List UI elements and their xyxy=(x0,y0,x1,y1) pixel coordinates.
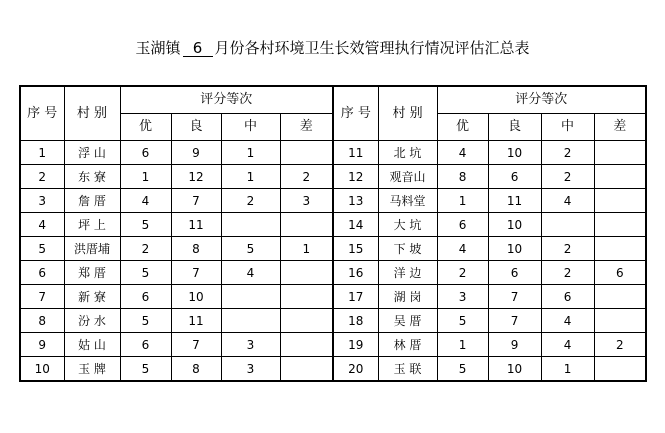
report-title xyxy=(0,38,665,58)
grade-liang-cell: 11 xyxy=(171,213,221,237)
grade-you-cell: 5 xyxy=(120,213,171,237)
grade-zhong-cell: 5 xyxy=(221,237,280,261)
header-grade-liang-left: 良 xyxy=(171,114,221,141)
grade-you-cell: 1 xyxy=(120,165,171,189)
village-cell: 林 厝 xyxy=(378,333,437,357)
grade-you-cell: 2 xyxy=(120,237,171,261)
grade-zhong-cell: 1 xyxy=(541,357,594,382)
grade-zhong-cell: 2 xyxy=(541,141,594,165)
grade-you-cell: 5 xyxy=(120,357,171,382)
grade-zhong-cell: 2 xyxy=(541,165,594,189)
grade-you-cell: 6 xyxy=(120,285,171,309)
grade-zhong-cell: 6 xyxy=(541,285,594,309)
grade-you-cell: 8 xyxy=(437,165,488,189)
grade-cha-cell: 2 xyxy=(594,333,646,357)
grade-cha-cell xyxy=(280,357,333,382)
seq-cell: 6 xyxy=(20,261,64,285)
table-row xyxy=(20,165,646,189)
seq-cell: 16 xyxy=(333,261,378,285)
header-grade-cha-left: 差 xyxy=(280,114,333,141)
grade-liang-cell: 11 xyxy=(488,189,541,213)
grade-cha-cell xyxy=(280,309,333,333)
grade-zhong-cell xyxy=(221,309,280,333)
seq-cell: 9 xyxy=(20,333,64,357)
seq-cell: 3 xyxy=(20,189,64,213)
village-cell: 湖 岗 xyxy=(378,285,437,309)
grade-you-cell: 1 xyxy=(437,333,488,357)
grade-you-cell: 4 xyxy=(437,141,488,165)
grade-cha-cell xyxy=(280,285,333,309)
seq-cell: 12 xyxy=(333,165,378,189)
grade-cha-cell: 1 xyxy=(280,237,333,261)
village-cell: 马料堂 xyxy=(378,189,437,213)
grade-liang-cell: 7 xyxy=(488,285,541,309)
seq-cell: 13 xyxy=(333,189,378,213)
grade-liang-cell: 7 xyxy=(171,333,221,357)
header-grade-zhong-left: 中 xyxy=(221,114,280,141)
village-cell: 汾 水 xyxy=(64,309,120,333)
seq-cell: 2 xyxy=(20,165,64,189)
grade-you-cell: 6 xyxy=(437,213,488,237)
village-cell: 浮 山 xyxy=(64,141,120,165)
grade-cha-cell xyxy=(594,309,646,333)
grade-liang-cell: 7 xyxy=(171,189,221,213)
seq-cell: 17 xyxy=(333,285,378,309)
seq-cell: 7 xyxy=(20,285,64,309)
grade-liang-cell: 7 xyxy=(488,309,541,333)
grade-liang-cell: 10 xyxy=(171,285,221,309)
village-cell: 郑 厝 xyxy=(64,261,120,285)
table-row xyxy=(20,333,646,357)
grade-liang-cell: 8 xyxy=(171,237,221,261)
village-cell: 洪厝埔 xyxy=(64,237,120,261)
header-grade-group-right: 评分等次 xyxy=(437,86,646,114)
table-row xyxy=(20,357,646,382)
grade-cha-cell xyxy=(594,357,646,382)
village-cell: 观音山 xyxy=(378,165,437,189)
header-grade-liang-right: 良 xyxy=(488,114,541,141)
seq-cell: 15 xyxy=(333,237,378,261)
grade-you-cell: 6 xyxy=(120,333,171,357)
header-grade-you-left: 优 xyxy=(120,114,171,141)
table-row xyxy=(20,189,646,213)
header-village-right: 村 别 xyxy=(378,86,437,141)
seq-cell: 19 xyxy=(333,333,378,357)
grade-liang-cell: 9 xyxy=(488,333,541,357)
grade-cha-cell xyxy=(594,141,646,165)
grade-cha-cell: 2 xyxy=(280,165,333,189)
evaluation-table xyxy=(19,85,647,382)
village-cell: 下 坡 xyxy=(378,237,437,261)
grade-zhong-cell: 4 xyxy=(541,333,594,357)
grade-you-cell: 4 xyxy=(437,237,488,261)
grade-you-cell: 6 xyxy=(120,141,171,165)
grade-cha-cell: 6 xyxy=(594,261,646,285)
grade-liang-cell: 10 xyxy=(488,237,541,261)
grade-liang-cell: 8 xyxy=(171,357,221,382)
table-row xyxy=(20,213,646,237)
header-grade-cha-right: 差 xyxy=(594,114,646,141)
village-cell: 新 寮 xyxy=(64,285,120,309)
grade-cha-cell xyxy=(280,333,333,357)
grade-zhong-cell: 2 xyxy=(221,189,280,213)
village-cell: 洋 边 xyxy=(378,261,437,285)
grade-cha-cell: 3 xyxy=(280,189,333,213)
grade-liang-cell: 7 xyxy=(171,261,221,285)
village-cell: 玉 联 xyxy=(378,357,437,382)
grade-cha-cell xyxy=(594,189,646,213)
seq-cell: 14 xyxy=(333,213,378,237)
seq-cell: 18 xyxy=(333,309,378,333)
grade-you-cell: 5 xyxy=(120,261,171,285)
title-month: 6 xyxy=(183,40,213,57)
grade-zhong-cell xyxy=(221,213,280,237)
grade-cha-cell xyxy=(594,237,646,261)
table-row xyxy=(20,237,646,261)
grade-you-cell: 1 xyxy=(437,189,488,213)
village-cell: 吴 厝 xyxy=(378,309,437,333)
grade-liang-cell: 9 xyxy=(171,141,221,165)
seq-cell: 1 xyxy=(20,141,64,165)
header-grade-group-left: 评分等次 xyxy=(120,86,333,114)
grade-liang-cell: 10 xyxy=(488,357,541,382)
village-cell: 詹 厝 xyxy=(64,189,120,213)
title-prefix: 玉湖镇 xyxy=(135,39,181,57)
village-cell: 姑 山 xyxy=(64,333,120,357)
grade-cha-cell xyxy=(594,285,646,309)
table-row xyxy=(20,309,646,333)
grade-zhong-cell: 3 xyxy=(221,333,280,357)
header-seq-right: 序 号 xyxy=(333,86,378,141)
grade-liang-cell: 10 xyxy=(488,141,541,165)
table-row xyxy=(20,285,646,309)
village-cell: 大 坑 xyxy=(378,213,437,237)
seq-cell: 5 xyxy=(20,237,64,261)
grade-cha-cell xyxy=(594,165,646,189)
header-seq-left: 序 号 xyxy=(20,86,64,141)
grade-zhong-cell: 4 xyxy=(541,189,594,213)
header-grade-zhong-right: 中 xyxy=(541,114,594,141)
grade-zhong-cell xyxy=(541,213,594,237)
grade-liang-cell: 10 xyxy=(488,213,541,237)
grade-zhong-cell: 2 xyxy=(541,237,594,261)
grade-zhong-cell: 2 xyxy=(541,261,594,285)
header-row-1 xyxy=(20,86,646,114)
grade-cha-cell xyxy=(280,141,333,165)
seq-cell: 10 xyxy=(20,357,64,382)
grade-zhong-cell: 1 xyxy=(221,141,280,165)
seq-cell: 8 xyxy=(20,309,64,333)
grade-you-cell: 5 xyxy=(437,357,488,382)
grade-zhong-cell: 4 xyxy=(221,261,280,285)
table-row xyxy=(20,261,646,285)
grade-liang-cell: 6 xyxy=(488,165,541,189)
grade-zhong-cell: 4 xyxy=(541,309,594,333)
grade-liang-cell: 6 xyxy=(488,261,541,285)
seq-cell: 4 xyxy=(20,213,64,237)
grade-zhong-cell xyxy=(221,285,280,309)
seq-cell: 20 xyxy=(333,357,378,382)
header-grade-you-right: 优 xyxy=(437,114,488,141)
village-cell: 东 寮 xyxy=(64,165,120,189)
table-row xyxy=(20,141,646,165)
grade-you-cell: 2 xyxy=(437,261,488,285)
title-suffix: 月份各村环境卫生长效管理执行情况评估汇总表 xyxy=(214,39,530,57)
grade-you-cell: 5 xyxy=(120,309,171,333)
grade-zhong-cell: 3 xyxy=(221,357,280,382)
grade-zhong-cell: 1 xyxy=(221,165,280,189)
grade-cha-cell xyxy=(280,261,333,285)
grade-liang-cell: 12 xyxy=(171,165,221,189)
grade-cha-cell xyxy=(280,213,333,237)
village-cell: 北 坑 xyxy=(378,141,437,165)
village-cell: 坪 上 xyxy=(64,213,120,237)
grade-you-cell: 4 xyxy=(120,189,171,213)
grade-cha-cell xyxy=(594,213,646,237)
village-cell: 玉 牌 xyxy=(64,357,120,382)
grade-you-cell: 5 xyxy=(437,309,488,333)
grade-you-cell: 3 xyxy=(437,285,488,309)
grade-liang-cell: 11 xyxy=(171,309,221,333)
header-village-left: 村 别 xyxy=(64,86,120,141)
seq-cell: 11 xyxy=(333,141,378,165)
